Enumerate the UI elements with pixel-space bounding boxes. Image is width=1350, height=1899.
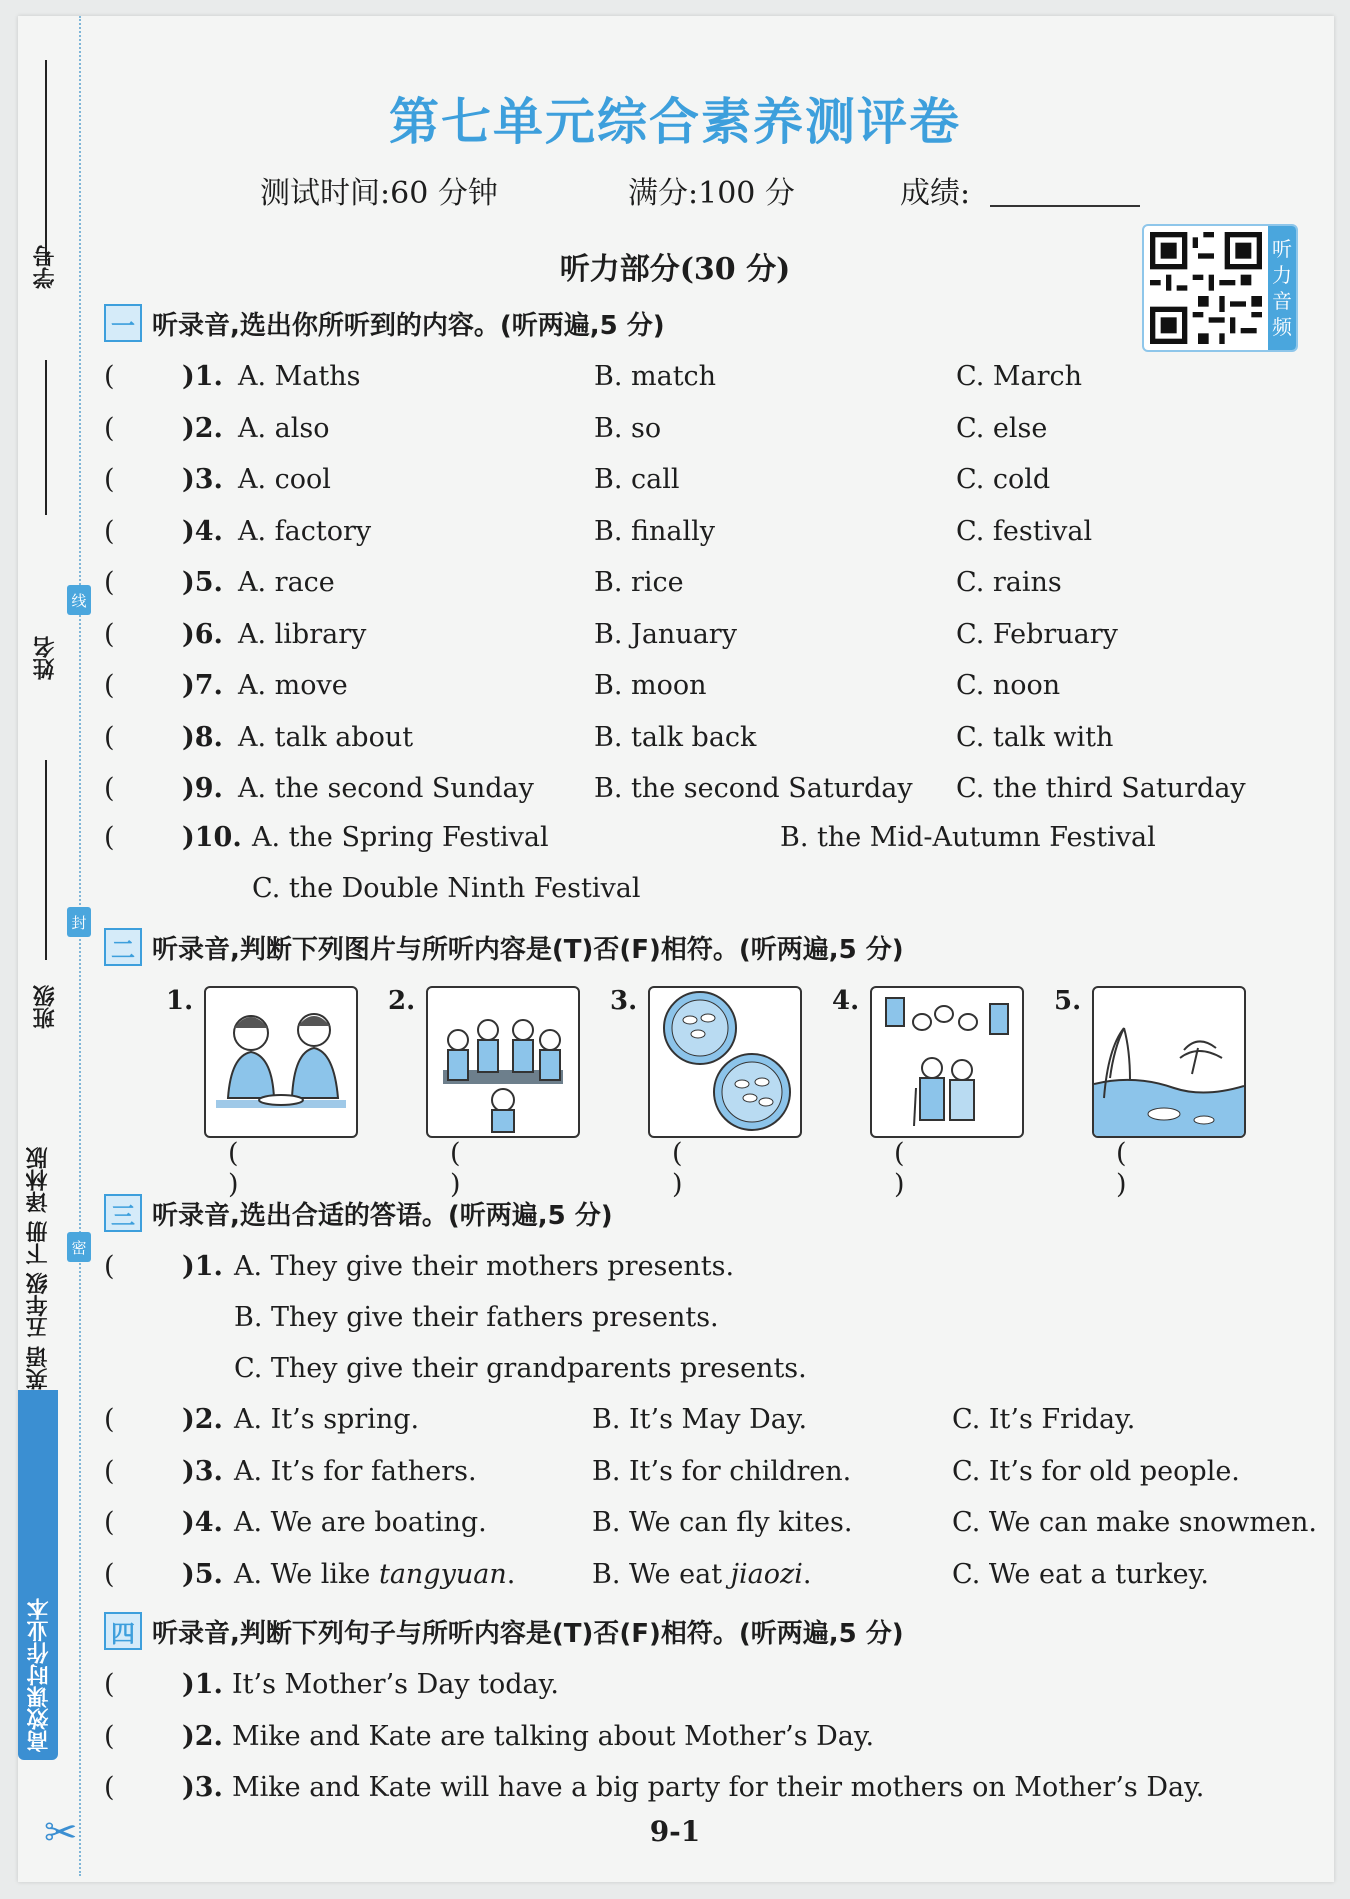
item-number: )7. [182, 670, 223, 701]
picture-number: 5. [1054, 986, 1082, 1016]
answer-blank[interactable]: ( [104, 1455, 115, 1487]
section-3-heading [104, 1194, 613, 1232]
item-number: )6. [182, 618, 223, 650]
option-c: C. We can make snowmen. [952, 1507, 1317, 1538]
item-number: )2. [182, 1720, 223, 1752]
option-b: B. call [594, 464, 680, 495]
option-c: C. rains [956, 567, 1062, 598]
name-label: 姓名 [33, 636, 58, 680]
option-b: B. finally [594, 515, 716, 547]
section-2-heading [104, 928, 904, 966]
option-b: B. We eat jiaozi. [592, 1559, 812, 1590]
option-a: A. It’s for fathers. [234, 1455, 477, 1487]
item-number: )3. [182, 1455, 223, 1487]
friends-eating-icon [204, 986, 358, 1138]
section-1-badge: 一 [104, 304, 142, 342]
answer-blank[interactable]: ( ) [1116, 1138, 1127, 1200]
answer-blank[interactable]: ( [104, 567, 115, 598]
option-b: B. It’s May Day. [592, 1404, 808, 1435]
option-c: C. They give their grandparents presents. [234, 1353, 807, 1384]
option-b: B. talk back [594, 721, 757, 753]
option-a: A. move [238, 670, 348, 701]
name-line-upper [45, 360, 47, 515]
dumplings-icon [648, 986, 802, 1138]
binding-dotted-line [79, 16, 81, 1876]
audio-label: 听 力 音 频 [1268, 226, 1296, 350]
seal-cut-mark: 密 [67, 1232, 91, 1262]
answer-blank[interactable]: ( [104, 1720, 115, 1752]
scissors-icon: ✂ [44, 1810, 78, 1856]
section-1-title: 听录音,选出你所听到的内容。(听两遍,5 分) [152, 310, 665, 341]
river-landscape-icon [1092, 986, 1246, 1138]
answer-blank[interactable]: ( ) [894, 1138, 905, 1200]
option-c: C. It’s for old people. [952, 1455, 1240, 1487]
section-4-badge: 四 [104, 1612, 142, 1650]
option-c: C. else [956, 412, 1048, 444]
answer-blank[interactable]: ( ) [228, 1138, 239, 1200]
audio-qr-code[interactable] [1142, 224, 1298, 352]
picture-number: 4. [832, 986, 860, 1016]
full-score: 满分:100 分 [628, 176, 795, 211]
option-a: A. talk about [238, 721, 414, 753]
section-3-title: 听录音,选出合适的答语。(听两遍,5 分) [152, 1200, 613, 1231]
option-a: A. the second Sunday [238, 773, 534, 804]
option-c: C. the third Saturday [956, 773, 1246, 804]
answer-blank[interactable]: ( [104, 721, 115, 753]
class-line [45, 760, 47, 960]
section-4-title: 听录音,判断下列句子与所听内容是(T)否(F)相符。(听两遍,5 分) [152, 1618, 904, 1649]
answer-blank[interactable]: ( [104, 515, 115, 547]
option-c: C. We eat a turkey. [952, 1559, 1209, 1590]
page-number: 9-1 [649, 1815, 701, 1848]
statement-text: Mike and Kate are talking about Mother’s Day. [232, 1720, 875, 1752]
statement-text: It’s Mother’s Day today. [232, 1669, 559, 1700]
answer-blank[interactable]: ( [104, 412, 115, 444]
option-b: B. It’s for children. [592, 1455, 852, 1487]
part-title: 听力部分(30 分) [559, 252, 791, 287]
option-a: A. We like tangyuan. [234, 1559, 516, 1590]
answer-blank[interactable]: ( [104, 464, 115, 495]
answer-blank[interactable]: ( [104, 670, 115, 701]
option-a: A. We are boating. [234, 1507, 487, 1538]
option-b: B. We can fly kites. [592, 1507, 853, 1538]
option-b: B. They give their fathers presents. [234, 1302, 719, 1333]
item-number: )3. [182, 464, 223, 495]
option-b: B. so [594, 412, 662, 444]
seal-line-mark: 线 [67, 585, 91, 615]
picture-number: 2. [388, 986, 416, 1016]
picture-number: 1. [166, 986, 194, 1016]
page-title: 第七单元综合素养测评卷 [389, 92, 961, 151]
item-number: )1. [182, 1669, 223, 1700]
answer-blank[interactable]: ( ) [672, 1138, 683, 1200]
option-c: C. cold [956, 464, 1051, 495]
item-number: )4. [182, 1507, 223, 1538]
option-b: B. the Mid-Autumn Festival [780, 822, 1156, 853]
series-name: 高效课时作业本 [27, 1598, 52, 1752]
section-4-heading [104, 1612, 904, 1650]
option-a: A. Maths [238, 361, 361, 392]
option-c: C. talk with [956, 721, 1114, 753]
item-number: )1. [182, 361, 223, 392]
item-number: )8. [182, 721, 223, 753]
score-blank[interactable] [990, 205, 1140, 207]
class-label: 班级 [33, 985, 58, 1029]
option-a: A. It’s spring. [234, 1404, 420, 1435]
option-c: C. festival [956, 515, 1093, 547]
item-number: )5. [182, 567, 223, 598]
item-number: )1. [182, 1251, 223, 1282]
item-number: )2. [182, 412, 223, 444]
item-number: )5. [182, 1559, 223, 1590]
answer-blank[interactable]: ( ) [450, 1138, 461, 1200]
section-2-title: 听录音,判断下列图片与所听内容是(T)否(F)相符。(听两遍,5 分) [152, 934, 904, 965]
option-a: A. cool [238, 464, 331, 495]
student-id-label: 学号 [33, 245, 58, 289]
option-a: A. They give their mothers presents. [234, 1251, 735, 1282]
qr-code-icon [1150, 232, 1262, 344]
option-b: B. moon [594, 670, 707, 701]
option-c: C. noon [956, 670, 1061, 701]
answer-blank[interactable]: ( [104, 1669, 115, 1700]
option-b: B. the second Saturday [594, 773, 913, 804]
statement-text: Mike and Kate will have a big party for their mothers on Mother’s Day. [232, 1772, 1205, 1803]
test-time: 测试时间:60 分钟 [260, 176, 498, 211]
family-dinner-icon [426, 986, 580, 1138]
option-b: B. rice [594, 567, 684, 598]
item-number: )4. [182, 515, 223, 547]
section-1-heading [104, 304, 665, 342]
section-2-badge: 二 [104, 928, 142, 966]
lanterns-old-couple-icon [870, 986, 1024, 1138]
book-info: 英语 五年级 下册 译林版 [25, 1147, 51, 1390]
option-a: A. race [238, 567, 335, 598]
answer-blank[interactable]: ( [104, 618, 115, 650]
option-c: C. March [956, 361, 1083, 392]
answer-blank[interactable]: ( [104, 1404, 115, 1435]
option-a: A. the Spring Festival [252, 822, 549, 853]
option-a: A. also [238, 412, 330, 444]
option-b: B. match [594, 361, 717, 392]
item-number: )3. [182, 1772, 223, 1803]
picture-number: 3. [610, 986, 638, 1016]
item-number: )2. [182, 1404, 223, 1435]
option-c: C. February [956, 618, 1118, 650]
answer-blank[interactable]: ( [104, 1559, 115, 1590]
item-number: )10. [182, 822, 242, 853]
answer-blank[interactable]: ( [104, 822, 115, 853]
item-number: )9. [182, 773, 223, 804]
section-3-badge: 三 [104, 1194, 142, 1232]
seal-seal-mark: 封 [67, 907, 91, 937]
option-b: B. January [594, 618, 737, 650]
answer-blank[interactable]: ( [104, 1251, 115, 1282]
answer-blank[interactable]: ( [104, 361, 115, 392]
answer-blank[interactable]: ( [104, 1772, 115, 1803]
score-label: 成绩: [900, 176, 971, 211]
option-c: C. the Double Ninth Festival [252, 873, 641, 904]
option-a: A. factory [238, 515, 372, 547]
option-c: C. It’s Friday. [952, 1404, 1136, 1435]
option-a: A. library [238, 618, 367, 650]
answer-blank[interactable]: ( [104, 773, 115, 804]
answer-blank[interactable]: ( [104, 1507, 115, 1538]
book-info-strip [18, 1080, 58, 1390]
